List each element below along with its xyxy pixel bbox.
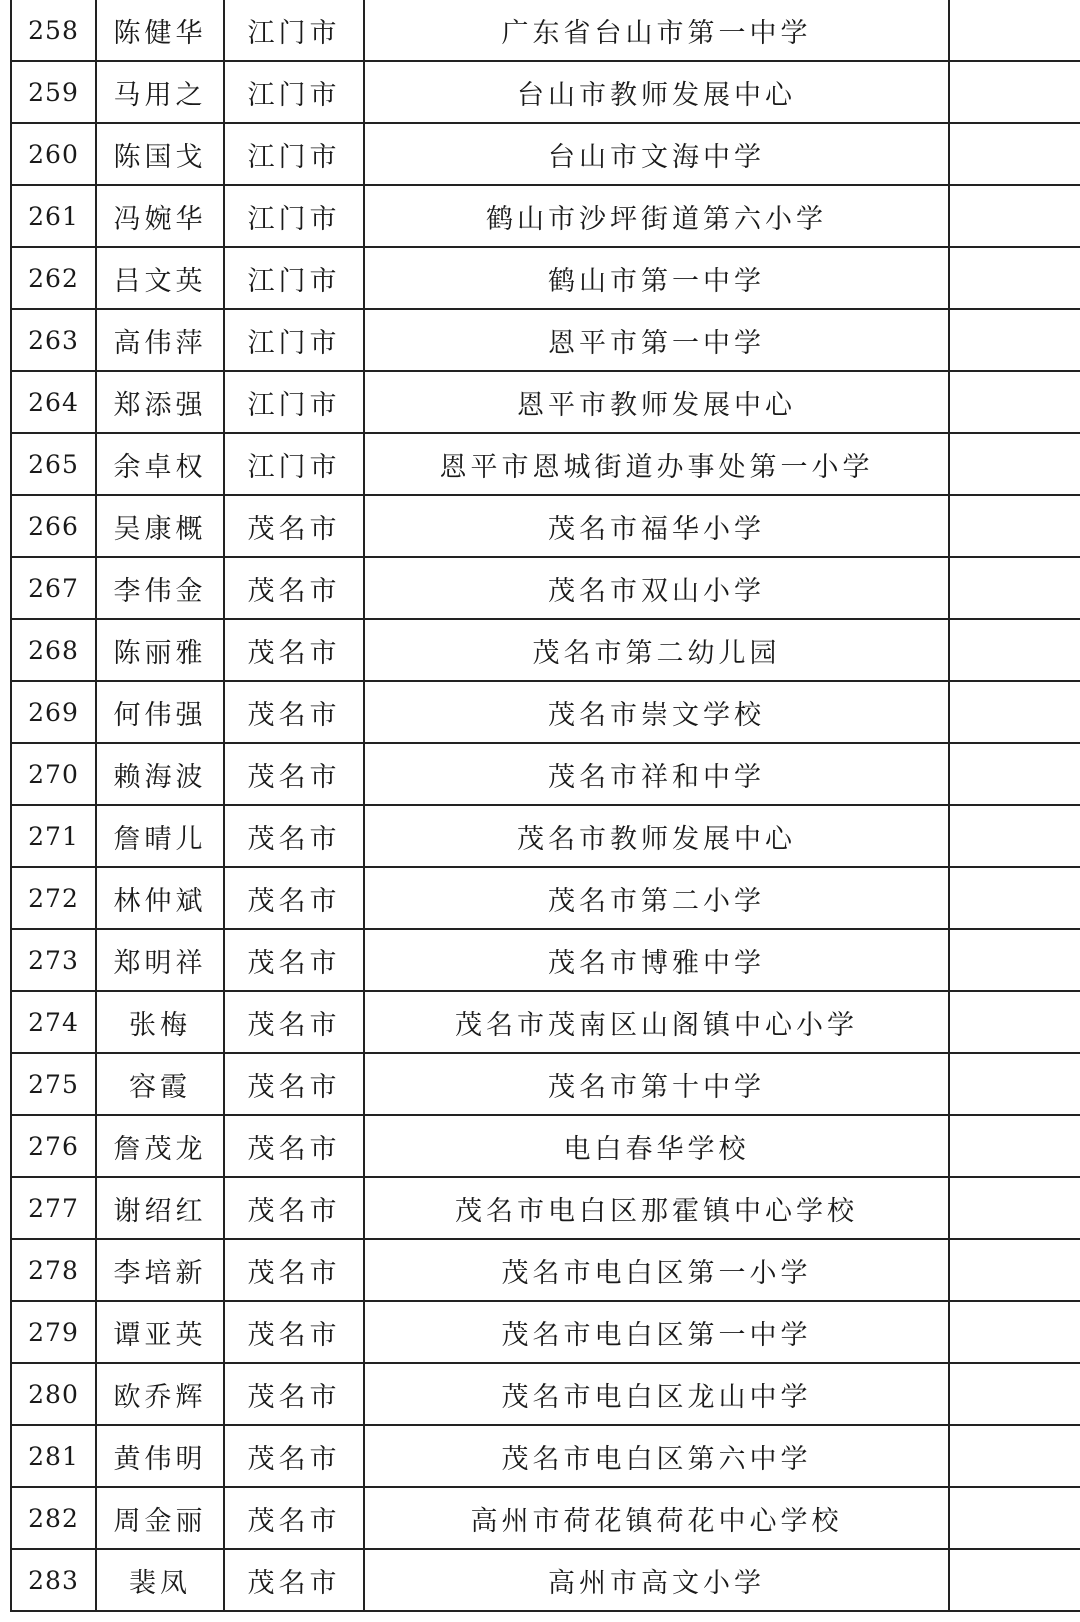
- note-cell: [949, 1053, 1080, 1115]
- row-number-cell: 267: [11, 557, 96, 619]
- unit-cell: 台山市教师发展中心: [364, 61, 949, 123]
- row-number-cell: 271: [11, 805, 96, 867]
- row-number-cell: 261: [11, 185, 96, 247]
- unit-cell: 广东省台山市第一中学: [364, 0, 949, 61]
- row-number-cell: 268: [11, 619, 96, 681]
- roster-sheet: [10, 0, 1080, 1612]
- row-number-cell: 283: [11, 1549, 96, 1611]
- row-number-cell: 281: [11, 1425, 96, 1487]
- name-cell: 张梅: [96, 991, 224, 1053]
- unit-cell: 茂名市博雅中学: [364, 929, 949, 991]
- city-cell: 江门市: [224, 185, 364, 247]
- table-row: [11, 0, 1080, 61]
- note-cell: [949, 805, 1080, 867]
- city-cell: 茂名市: [224, 991, 364, 1053]
- row-number-cell: 275: [11, 1053, 96, 1115]
- note-cell: [949, 929, 1080, 991]
- table-row: [11, 1053, 1080, 1115]
- name-cell: 李伟金: [96, 557, 224, 619]
- table-row: [11, 309, 1080, 371]
- row-number-cell: 262: [11, 247, 96, 309]
- name-cell: 高伟萍: [96, 309, 224, 371]
- note-cell: [949, 61, 1080, 123]
- table-row: [11, 805, 1080, 867]
- roster-table-body: [11, 0, 1080, 1611]
- city-cell: 茂名市: [224, 619, 364, 681]
- note-cell: [949, 123, 1080, 185]
- note-cell: [949, 681, 1080, 743]
- table-row: [11, 1115, 1080, 1177]
- city-cell: 茂名市: [224, 1115, 364, 1177]
- name-cell: 黄伟明: [96, 1425, 224, 1487]
- name-cell: 陈丽雅: [96, 619, 224, 681]
- row-number-cell: 269: [11, 681, 96, 743]
- unit-cell: 茂名市电白区第一小学: [364, 1239, 949, 1301]
- table-row: [11, 247, 1080, 309]
- row-number-cell: 260: [11, 123, 96, 185]
- city-cell: 茂名市: [224, 1363, 364, 1425]
- name-cell: 谢绍红: [96, 1177, 224, 1239]
- name-cell: 郑明祥: [96, 929, 224, 991]
- unit-cell: 茂名市祥和中学: [364, 743, 949, 805]
- row-number-cell: 279: [11, 1301, 96, 1363]
- table-row: [11, 371, 1080, 433]
- table-row: [11, 1487, 1080, 1549]
- name-cell: 詹晴儿: [96, 805, 224, 867]
- note-cell: [949, 309, 1080, 371]
- unit-cell: 茂名市福华小学: [364, 495, 949, 557]
- name-cell: 容霞: [96, 1053, 224, 1115]
- name-cell: 郑添强: [96, 371, 224, 433]
- row-number-cell: 264: [11, 371, 96, 433]
- city-cell: 江门市: [224, 61, 364, 123]
- note-cell: [949, 433, 1080, 495]
- table-row: [11, 185, 1080, 247]
- unit-cell: 茂名市第二小学: [364, 867, 949, 929]
- note-cell: [949, 495, 1080, 557]
- city-cell: 茂名市: [224, 743, 364, 805]
- row-number-cell: 272: [11, 867, 96, 929]
- city-cell: 江门市: [224, 123, 364, 185]
- note-cell: [949, 185, 1080, 247]
- note-cell: [949, 619, 1080, 681]
- city-cell: 茂名市: [224, 681, 364, 743]
- name-cell: 周金丽: [96, 1487, 224, 1549]
- city-cell: 江门市: [224, 247, 364, 309]
- unit-cell: 茂名市第二幼儿园: [364, 619, 949, 681]
- table-row: [11, 557, 1080, 619]
- name-cell: 赖海波: [96, 743, 224, 805]
- row-number-cell: 258: [11, 0, 96, 61]
- note-cell: [949, 1177, 1080, 1239]
- table-row: [11, 123, 1080, 185]
- city-cell: 茂名市: [224, 867, 364, 929]
- table-row: [11, 1363, 1080, 1425]
- roster-table: [10, 0, 1080, 1612]
- name-cell: 陈国戈: [96, 123, 224, 185]
- row-number-cell: 278: [11, 1239, 96, 1301]
- note-cell: [949, 867, 1080, 929]
- unit-cell: 高州市高文小学: [364, 1549, 949, 1611]
- note-cell: [949, 371, 1080, 433]
- city-cell: 江门市: [224, 371, 364, 433]
- note-cell: [949, 247, 1080, 309]
- name-cell: 冯婉华: [96, 185, 224, 247]
- note-cell: [949, 1239, 1080, 1301]
- table-row: [11, 619, 1080, 681]
- table-row: [11, 1301, 1080, 1363]
- note-cell: [949, 991, 1080, 1053]
- table-row: [11, 1177, 1080, 1239]
- note-cell: [949, 1363, 1080, 1425]
- unit-cell: 鹤山市第一中学: [364, 247, 949, 309]
- unit-cell: 恩平市恩城街道办事处第一小学: [364, 433, 949, 495]
- table-row: [11, 681, 1080, 743]
- name-cell: 裴凤: [96, 1549, 224, 1611]
- table-row: [11, 1239, 1080, 1301]
- city-cell: 茂名市: [224, 557, 364, 619]
- city-cell: 茂名市: [224, 929, 364, 991]
- unit-cell: 茂名市双山小学: [364, 557, 949, 619]
- table-row: [11, 1425, 1080, 1487]
- unit-cell: 茂名市教师发展中心: [364, 805, 949, 867]
- city-cell: 茂名市: [224, 1053, 364, 1115]
- table-row: [11, 1549, 1080, 1611]
- unit-cell: 茂名市电白区那霍镇中心学校: [364, 1177, 949, 1239]
- note-cell: [949, 557, 1080, 619]
- unit-cell: 台山市文海中学: [364, 123, 949, 185]
- name-cell: 欧乔辉: [96, 1363, 224, 1425]
- unit-cell: 茂名市电白区第六中学: [364, 1425, 949, 1487]
- name-cell: 林仲斌: [96, 867, 224, 929]
- name-cell: 余卓权: [96, 433, 224, 495]
- row-number-cell: 277: [11, 1177, 96, 1239]
- city-cell: 江门市: [224, 0, 364, 61]
- row-number-cell: 273: [11, 929, 96, 991]
- unit-cell: 茂名市第十中学: [364, 1053, 949, 1115]
- table-row: [11, 743, 1080, 805]
- name-cell: 李培新: [96, 1239, 224, 1301]
- row-number-cell: 266: [11, 495, 96, 557]
- unit-cell: 恩平市教师发展中心: [364, 371, 949, 433]
- note-cell: [949, 1115, 1080, 1177]
- name-cell: 陈健华: [96, 0, 224, 61]
- note-cell: [949, 1487, 1080, 1549]
- city-cell: 茂名市: [224, 495, 364, 557]
- row-number-cell: 265: [11, 433, 96, 495]
- city-cell: 江门市: [224, 433, 364, 495]
- table-row: [11, 61, 1080, 123]
- name-cell: 谭亚英: [96, 1301, 224, 1363]
- city-cell: 茂名市: [224, 1425, 364, 1487]
- row-number-cell: 270: [11, 743, 96, 805]
- city-cell: 茂名市: [224, 1301, 364, 1363]
- row-number-cell: 276: [11, 1115, 96, 1177]
- row-number-cell: 259: [11, 61, 96, 123]
- row-number-cell: 282: [11, 1487, 96, 1549]
- unit-cell: 茂名市电白区龙山中学: [364, 1363, 949, 1425]
- name-cell: 吕文英: [96, 247, 224, 309]
- unit-cell: 茂名市茂南区山阁镇中心小学: [364, 991, 949, 1053]
- note-cell: [949, 1425, 1080, 1487]
- city-cell: 茂名市: [224, 1487, 364, 1549]
- table-row: [11, 433, 1080, 495]
- unit-cell: 恩平市第一中学: [364, 309, 949, 371]
- name-cell: 詹茂龙: [96, 1115, 224, 1177]
- note-cell: [949, 1301, 1080, 1363]
- unit-cell: 鹤山市沙坪街道第六小学: [364, 185, 949, 247]
- unit-cell: 茂名市崇文学校: [364, 681, 949, 743]
- note-cell: [949, 1549, 1080, 1611]
- row-number-cell: 274: [11, 991, 96, 1053]
- city-cell: 茂名市: [224, 805, 364, 867]
- city-cell: 茂名市: [224, 1239, 364, 1301]
- table-row: [11, 929, 1080, 991]
- city-cell: 茂名市: [224, 1177, 364, 1239]
- note-cell: [949, 743, 1080, 805]
- name-cell: 何伟强: [96, 681, 224, 743]
- table-row: [11, 991, 1080, 1053]
- city-cell: 江门市: [224, 309, 364, 371]
- name-cell: 马用之: [96, 61, 224, 123]
- row-number-cell: 280: [11, 1363, 96, 1425]
- note-cell: [949, 0, 1080, 61]
- row-number-cell: 263: [11, 309, 96, 371]
- city-cell: 茂名市: [224, 1549, 364, 1611]
- table-row: [11, 867, 1080, 929]
- unit-cell: 茂名市电白区第一中学: [364, 1301, 949, 1363]
- unit-cell: 电白春华学校: [364, 1115, 949, 1177]
- name-cell: 吴康概: [96, 495, 224, 557]
- unit-cell: 高州市荷花镇荷花中心学校: [364, 1487, 949, 1549]
- table-row: [11, 495, 1080, 557]
